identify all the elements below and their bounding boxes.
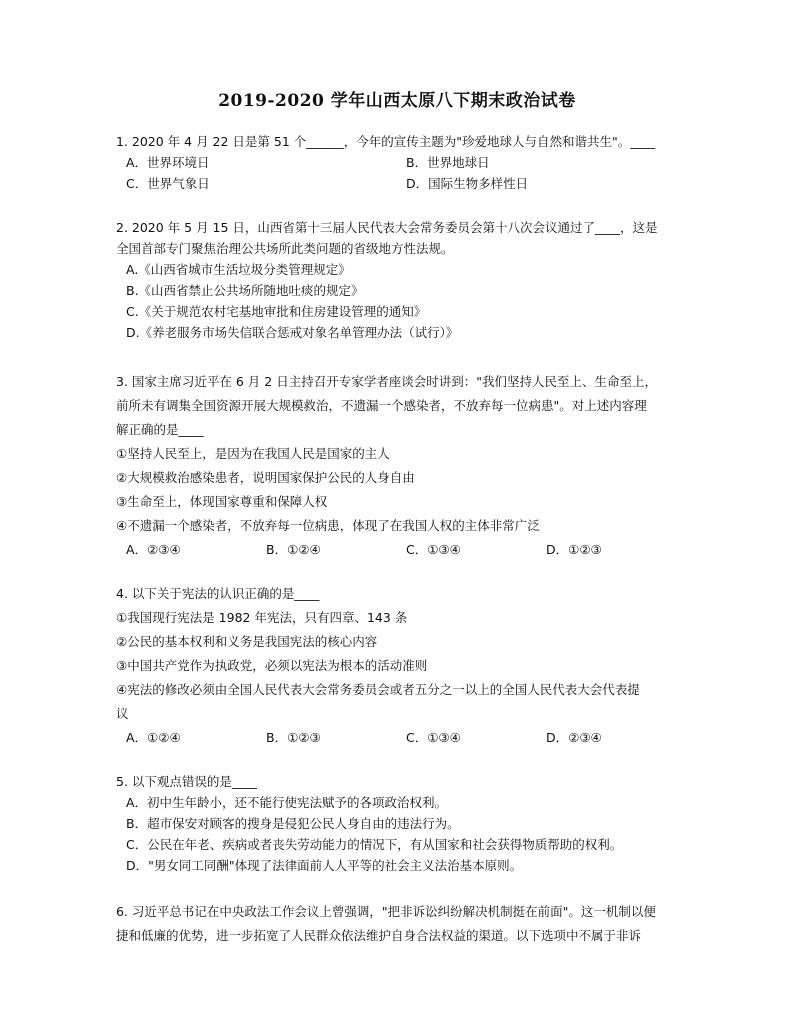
option-c: C．公民在年老、疾病或者丧失劳动能力的情况下，有从国家和社会获得物质帮助的权利。 bbox=[126, 837, 623, 852]
statement-4-continued: 议 bbox=[116, 706, 129, 721]
question-2-options bbox=[116, 259, 696, 343]
statement-1: ①我国现行宪法是 1982 年宪法，只有四章、143 条 bbox=[116, 610, 408, 625]
question-3-stem-line-1: 3. 国家主席习近平在 6 月 2 日主持召开专家学者座谈会时讲到："我们坚持人民至上、生命至上， bbox=[116, 374, 657, 389]
statement-2: ②大规模救治感染患者，说明国家保护公民的人身自由 bbox=[116, 470, 415, 485]
question-3 bbox=[116, 370, 696, 562]
question-3-stem-line-3: 解正确的是____ bbox=[116, 422, 204, 437]
question-4 bbox=[116, 582, 696, 750]
question-6-stem-line-1: 6. 习近平总书记在中央政法工作会议上曾强调，"把非诉讼纠纷解决机制挺在前面"。这一机制以便 bbox=[116, 904, 656, 919]
question-2-stem-line-2: 全国首部专门聚焦治理公共场所此类问题的省级地方性法规。 bbox=[116, 241, 454, 256]
question-2-stem-line-1: 2. 2020 年 5 月 15 日，山西省第十三届人民代表大会常务委员会第十八次会议通过了____，这是 bbox=[116, 220, 658, 235]
question-3-options bbox=[116, 538, 696, 562]
question-6-stem-line-2: 捷和低廉的优势，进一步拓宽了人民群众依法维护自身合法权益的渠道。以下选项中不属于非诉 bbox=[116, 928, 642, 943]
option-c: C．①③④ bbox=[406, 542, 461, 557]
page-title: 2019-2020 学年山西太原八下期末政治试卷 bbox=[218, 91, 576, 111]
question-3-stem-line-2: 前所未有调集全国资源开展大规模救治，不遗漏一个感染者，不放弃每一位病患"。对上述内容理 bbox=[116, 398, 647, 413]
option-b: B．①②④ bbox=[266, 542, 321, 557]
option-d: D．国际生物多样性日 bbox=[406, 176, 529, 191]
option-d: D．①②③ bbox=[546, 542, 602, 557]
option-b: B．①②③ bbox=[266, 730, 321, 745]
option-a: A.《山西省城市生活垃圾分类管理规定》 bbox=[126, 262, 351, 277]
statement-2: ②公民的基本权利和义务是我国宪法的核心内容 bbox=[116, 634, 378, 649]
option-c: C．①③④ bbox=[406, 730, 461, 745]
option-a: A．②③④ bbox=[126, 542, 181, 557]
statement-3: ③中国共产党作为执政党，必须以宪法为根本的活动准则 bbox=[116, 658, 428, 673]
question-2 bbox=[116, 217, 696, 343]
question-1 bbox=[116, 131, 696, 194]
question-5-options bbox=[116, 792, 696, 876]
option-d: D.《养老服务市场失信联合惩戒对象名单管理办法（试行）》 bbox=[126, 325, 459, 340]
question-4-statements bbox=[116, 606, 696, 726]
question-5 bbox=[116, 771, 696, 876]
question-4-options bbox=[116, 726, 696, 750]
option-a: A．①②④ bbox=[126, 730, 181, 745]
statement-3: ③生命至上，体现国家尊重和保障人权 bbox=[116, 494, 328, 509]
question-4-stem: 4. 以下关于宪法的认识正确的是____ bbox=[116, 586, 320, 601]
statement-1: ①坚持人民至上，是因为在我国人民是国家的主人 bbox=[116, 446, 390, 461]
question-1-options bbox=[116, 152, 696, 194]
option-c: C．世界气象日 bbox=[126, 176, 210, 191]
option-a: A．世界环境日 bbox=[126, 155, 210, 170]
option-d: D．②③④ bbox=[546, 730, 602, 745]
option-a: A．初中生年龄小，还不能行使宪法赋予的各项政治权利。 bbox=[126, 795, 448, 810]
statement-4: ④宪法的修改必须由全国人民代表大会常务委员会或者五分之一以上的全国人民代表大会代表提 bbox=[116, 682, 640, 697]
question-6 bbox=[116, 900, 696, 948]
option-d: D．"男女同工同酬"体现了法律面前人人平等的社会主义法治基本原则。 bbox=[126, 858, 523, 873]
option-b: B.《山西省禁止公共场所随地吐痰的规定》 bbox=[126, 283, 364, 298]
statement-4: ④不遗漏一个感染者，不放弃每一位病患，体现了在我国人权的主体非常广泛 bbox=[116, 518, 540, 533]
question-1-stem: 1. 2020 年 4 月 22 日是第 51 个______，今年的宣传主题为"珍爱地球人与自然和谐共生"。____ bbox=[116, 134, 656, 149]
option-b: B．超市保安对顾客的搜身是侵犯公民人身自由的违法行为。 bbox=[126, 816, 460, 831]
question-3-statements bbox=[116, 442, 696, 538]
option-b: B．世界地球日 bbox=[406, 155, 490, 170]
option-c: C.《关于规范农村宅基地审批和住房建设管理的通知》 bbox=[126, 304, 427, 319]
question-5-stem: 5. 以下观点错误的是____ bbox=[116, 774, 257, 789]
